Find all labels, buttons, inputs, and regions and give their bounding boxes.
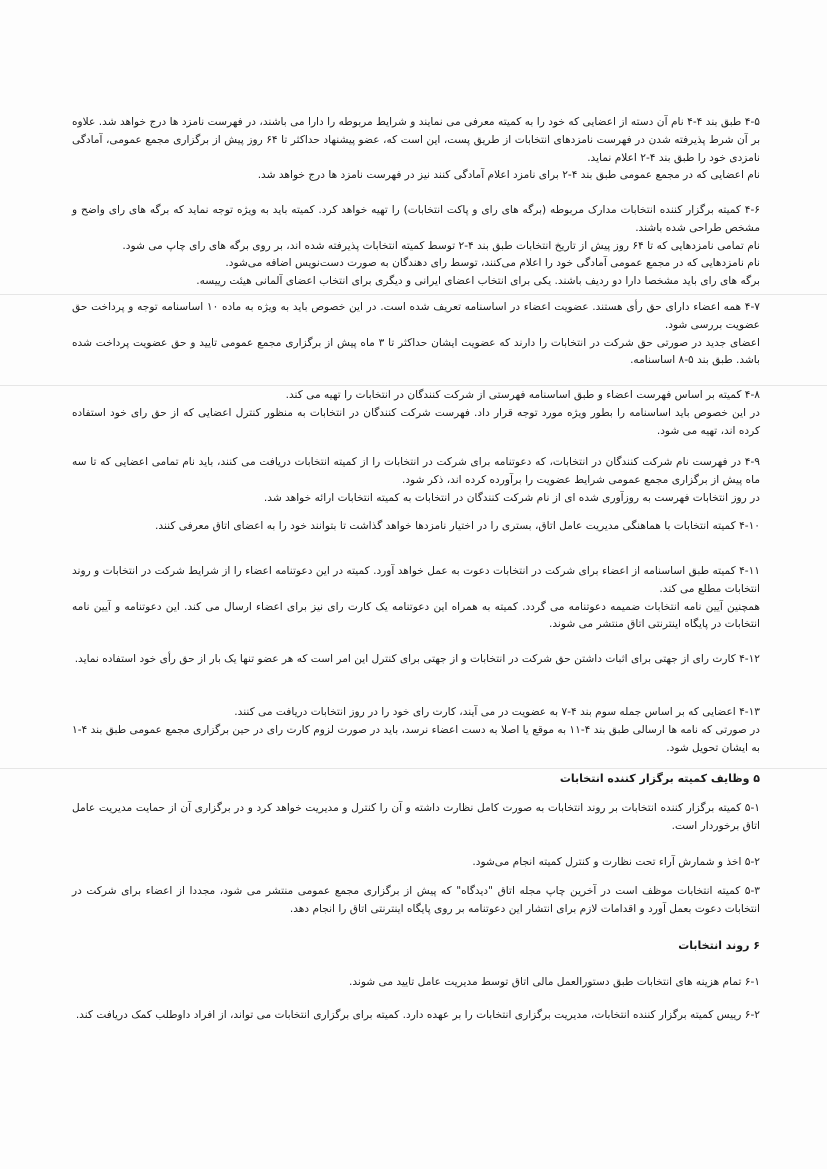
- clause-5-2: [72, 854, 760, 872]
- paragraph-text: برگه های رای باید مشخصا دارا دو ردیف باشند. یکی برای انتخاب اعضای ایرانی و دیگری برای انتخاب اعضای آلمانی هیئت رییسه.: [196, 275, 760, 288]
- paragraph-text: در صورتی که نامه ها ارسالی طبق بند ۴-۱۱ به موقع یا اصلا به دست اعضاء نرسد، باید در صورت لزوم کارت رای در حین برگزاری مجمع عمومی طبق بند ۴-۱ به ایشان تحویل شود.: [72, 723, 760, 754]
- paragraph-text: در روز انتخابات فهرست به روزآوری شده ای از نام شرکت کنندگان در انتخابات به کمیته انتخابات ارائه خواهد شد.: [263, 491, 760, 504]
- paragraph-text: ۴-۱۳ اعضایی که بر اساس جمله سوم بند ۴-۷ به عضویت در می آیند، کارت رای خود را در روز انتخابات دریافت می کنند.: [234, 706, 760, 718]
- paper-fold-line: [0, 294, 827, 295]
- clause-4-5: [72, 114, 760, 185]
- paragraph-text: ۶-۲ رییس کمیته برگزار کننده انتخابات، مدیریت برگزاری انتخابات را بر عهده دارد. کمیته برای برگزاری انتخابات می تواند، از افراد داوطلب کمک دریافت کند.: [75, 1009, 760, 1021]
- paper-fold-line: [0, 385, 827, 386]
- clause-4-10: [72, 518, 760, 536]
- heading-text: ۶ روند انتخابات: [678, 939, 760, 952]
- paragraph-text: ۴-۷ همه اعضاء دارای حق رأی هستند. عضویت اعضاء در اساسنامه تعریف شده است. در این خصوص باید به ویژه به ماده ۱۰ اساسنامه توجه و پرداخت حق عضویت بررسی شود.: [72, 301, 760, 331]
- section-heading: [72, 770, 760, 788]
- paragraph-text: ۴-۱۰ کمیته انتخابات با هماهنگی مدیریت عامل اتاق، بستری را در اختیار نامزدها خواهد گذاشت تا بتوانند خود را به اعضای اتاق معرفی کنند.: [155, 520, 760, 532]
- paragraph-text: ۴-۱۱ کمیته طبق اساسنامه از اعضاء برای شرکت در انتخابات دعوت به عمل خواهد آورد. کمیته در این دعوتنامه اعضاء را از شرایط شرکت در انتخابات و روند انتخابات مطلع می کند.: [72, 565, 760, 595]
- clause-6-2: [72, 1007, 760, 1025]
- clause-4-6: [72, 202, 760, 291]
- paragraph-text: نام اعضایی که در مجمع عمومی طبق بند ۴-۲ برای نامزد اعلام آمادگی کنند نیز در فهرست نامزد ها درج خواهد شد.: [257, 169, 760, 182]
- paragraph-text: ۵-۳ کمیته انتخابات موظف است در آخرین چاپ مجله اتاق "دیدگاه" که پیش از برگزاری مجمع عمومی منتشر می شود، مجددا از اعضاء برای شرکت در انتخابات دعوت بعمل آورد و اقدامات لازم برای انتشار این دعوتنامه بر روی پایگاه اینترنتی اتاق را انجام دهد.: [72, 885, 760, 915]
- clause-5-1: [72, 800, 760, 836]
- paragraph-text: ۴-۵ طبق بند ۴-۴ نام آن دسته از اعضایی که خود را به کمیته معرفی می نمایند و شرایط مربوطه را دارا می باشند، در فهرست نامزد ها درج خواهد شد. علاوه بر آن شرط پذیرفته شدن در فهرست نامزدهای انتخابات از طریق پست، این است که، عضو پیشنهاد حداکثر تا ۶۴ روز پیش از برگزاری مجمع عمومی، آمادگی نامزدی خود را طبق بند ۴-۲ اعلام نماید.: [72, 116, 761, 164]
- paragraph-text: ۶-۱ تمام هزینه های انتخابات طبق دستورالعمل مالی اتاق توسط مدیریت عامل تایید می شوند.: [348, 976, 760, 988]
- heading-text: ۵ وظایف کمیته برگزار کننده انتخابات: [559, 772, 760, 785]
- paragraph-text: ۴-۶ کمیته برگزار کننده انتخابات مدارک مربوطه (برگه های رای و پاکت انتخابات) را تهیه خواهد کرد. کمیته باید به ویژه توجه نماید که برگه های رای واضح و مشخص طراحی شده باشند.: [72, 204, 760, 234]
- paragraph-text: ۵-۱ کمیته برگزار کننده انتخابات بر روند انتخابات به صورت کامل نظارت داشته و آن را کنترل و مدیریت خواهد کرد و در برگزاری آن از حمایت مدیریت عامل اتاق برخوردار است.: [72, 802, 760, 832]
- clause-4-13: [72, 704, 760, 757]
- clause-6-1: [72, 974, 760, 992]
- section-heading: [72, 937, 760, 955]
- paragraph-text: همچنین آیین نامه انتخابات ضمیمه دعوتنامه می گردد. کمیته به همراه این دعوتنامه یک کارت رای نیز برای اعضاء ارسال می کند. این دعوتنامه و آیین نامه انتخابات در پایگاه اینترنتی اتاق منتشر می شوند.: [72, 600, 760, 631]
- paragraph-text: ۵-۲ اخذ و شمارش آراء تحت نظارت و کنترل کمیته انجام می‌شود.: [472, 856, 760, 868]
- clause-4-7: [72, 299, 760, 370]
- clause-4-8: [72, 387, 760, 440]
- clause-4-12: [72, 651, 760, 669]
- paper-fold-line: [0, 768, 827, 769]
- paragraph-text: در این خصوص باید اساسنامه را بطور ویژه مورد توجه قرار داد. فهرست شرکت کنندگان در انتخابات به منظور کنترل اعضایی که از حق رای خود استفاده کرده اند، تهیه می شود.: [72, 406, 760, 437]
- paragraph-text: اعضای جدید در صورتی حق شرکت در انتخابات را دارند که عضویت ایشان حداکثر تا ۳ ماه پیش از برگزاری مجمع عمومی تایید و حق عضویت پرداخت شده باشد. طبق بند ۵-۸ اساسنامه.: [72, 336, 760, 367]
- clause-4-9: [72, 454, 760, 507]
- paragraph-text: نام تمامی نامزدهایی که تا ۶۴ روز پیش از تاریخ انتخابات طبق بند ۴-۲ توسط کمیته انتخابات پذیرفته شده اند، بر روی برگه های رای چاپ می شود.: [122, 239, 760, 252]
- paragraph-text: ۴-۸ کمیته بر اساس فهرست اعضاء و طبق اساسنامه فهرستی از شرکت کنندگان در انتخابات را تهیه می کند.: [285, 389, 760, 401]
- clause-5-3: [72, 883, 760, 919]
- paragraph-text: ۴-۹ در فهرست نام شرکت کنندگان در انتخابات، که دعوتنامه برای شرکت در انتخابات را از کمیته انتخابات دریافت می کنند، باید نام تمامی اعضایی که تا سه ماه پیش از برگزاری مجمع عمومی شرایط عضویت را برآورده کرده اند، ذکر شود.: [72, 456, 760, 486]
- clause-4-11: [72, 563, 760, 634]
- paragraph-text: ۴-۱۲ کارت رای از جهتی برای اثبات داشتن حق شرکت در انتخابات و از جهتی برای کنترل این امر است که هر عضو تنها یک بار از حق رأی خود استفاده نماید.: [74, 653, 760, 665]
- paragraph-text: نام نامزدهایی که در مجمع عمومی آمادگی خود را اعلام می‌کنند، توسط رای دهندگان به صورت دست‌نویس اضافه می‌شود.: [225, 257, 760, 270]
